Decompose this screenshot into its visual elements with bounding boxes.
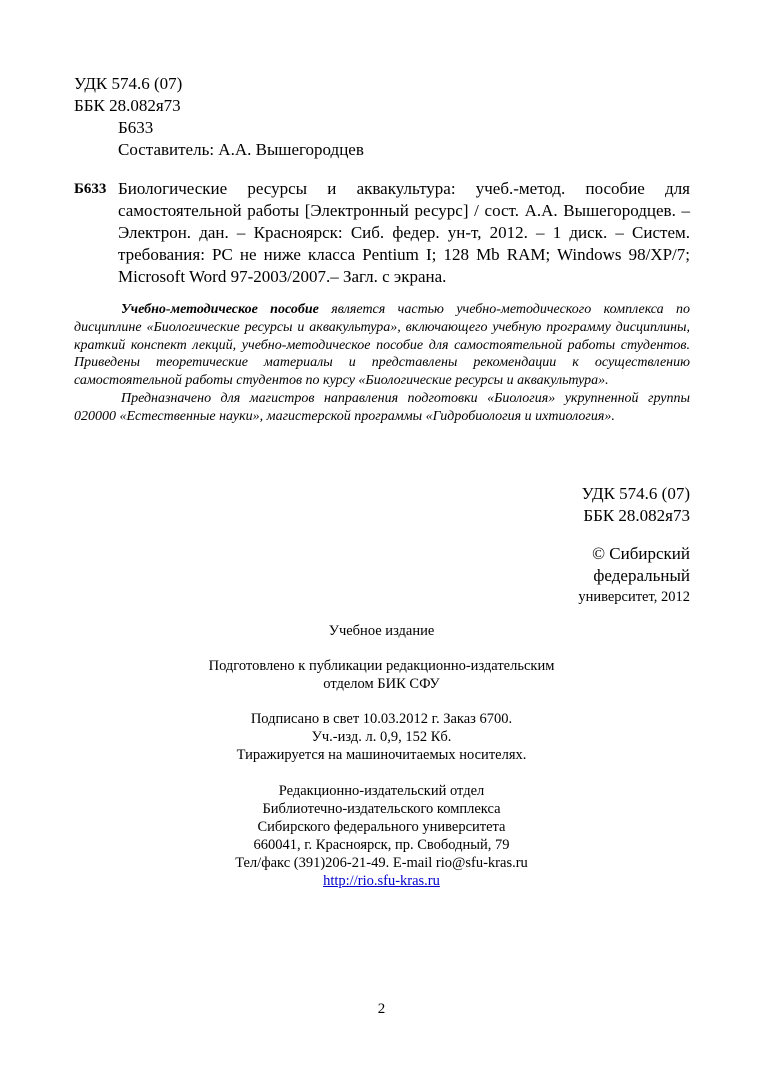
signed-line: Подписано в свет 10.03.2012 г. Заказ 6700. — [250, 711, 513, 727]
compiler-line: Составитель: А.А. Вышегородцев — [118, 140, 364, 159]
annotation-paragraph-1 — [74, 301, 690, 390]
publisher-line-2: Библиотечно-издательского комплекса — [262, 801, 501, 817]
page-number: 2 — [377, 1001, 386, 1017]
publisher-url-link[interactable]: http://rio.sfu-kras.ru — [323, 873, 440, 889]
volume-line: Уч.-изд. л. 0,9, 152 Кб. — [311, 729, 452, 745]
publisher-line-3: Сибирского федерального университета — [257, 819, 506, 835]
copyright-line-3: университет, 2012 — [578, 589, 690, 605]
prepared-line-1: Подготовлено к публикации редакционно-издательским — [208, 658, 555, 674]
prepared-line-2: отделом БИК СФУ — [323, 676, 440, 692]
annotation-paragraph-2: Предназначено для магистров направления подготовки «Биология» укрупненной группы 020000 «Естественные науки», магистерской программы «Гидробиология и ихтиология». — [74, 390, 690, 424]
media-line: Тиражируется на машиночитаемых носителях. — [236, 747, 527, 763]
bibliographic-description: Биологические ресурсы и аквакультура: учеб.-метод. пособие для самостоятельной работы [Электронный ресурс] / сост. А.А. Вышегородцев. – Электрон. дан. – Красноярск: Сиб. федер. ун-т, 2012. – 1 диск. – Систем. требования: PC не ниже класса Pentium I; 128 Mb RAM; Windows 98/XP/7; Microsoft Word 97-2003/2007.– Загл. с экрана. — [118, 179, 690, 286]
publisher-link-row — [0, 872, 763, 890]
publisher-line-1: Редакционно-издательский отдел — [278, 783, 485, 799]
author-mark: Б633 — [118, 118, 154, 137]
annotation-lead: Учебно-методическое пособие — [121, 302, 319, 317]
annotation-text: является частью учебно-методического комплекса по дисциплине «Биологические ресурсы и аквакультура», включающего учебную программу дисциплины, краткий конспект лекций, учебно-методическое пособие для самостоятельной работы студентов. Приведены теоретические материалы и представлены рекомендации к осуществлению самостоятельной работы студентов по курсу «Биологические ресурсы и аквакультура». — [74, 302, 691, 389]
right-udk-code: УДК 574.6 (07) — [581, 484, 690, 503]
publisher-contacts: Тел/факс (391)206-21-49. E-mail rio@sfu-kras.ru — [235, 855, 528, 871]
bbk-code: ББК 28.082я73 — [74, 96, 181, 115]
copyright-line-1: © Сибирский — [592, 544, 690, 563]
annotation — [74, 301, 690, 426]
copyright-line-2: федеральный — [593, 566, 690, 585]
bibliography-code: Б633 — [74, 181, 107, 197]
udk-code: УДК 574.6 (07) — [74, 74, 183, 93]
right-bbk-code: ББК 28.082я73 — [583, 506, 690, 525]
edition-type: Учебное издание — [328, 623, 435, 639]
publisher-address: 660041, г. Красноярск, пр. Свободный, 79 — [253, 837, 510, 853]
